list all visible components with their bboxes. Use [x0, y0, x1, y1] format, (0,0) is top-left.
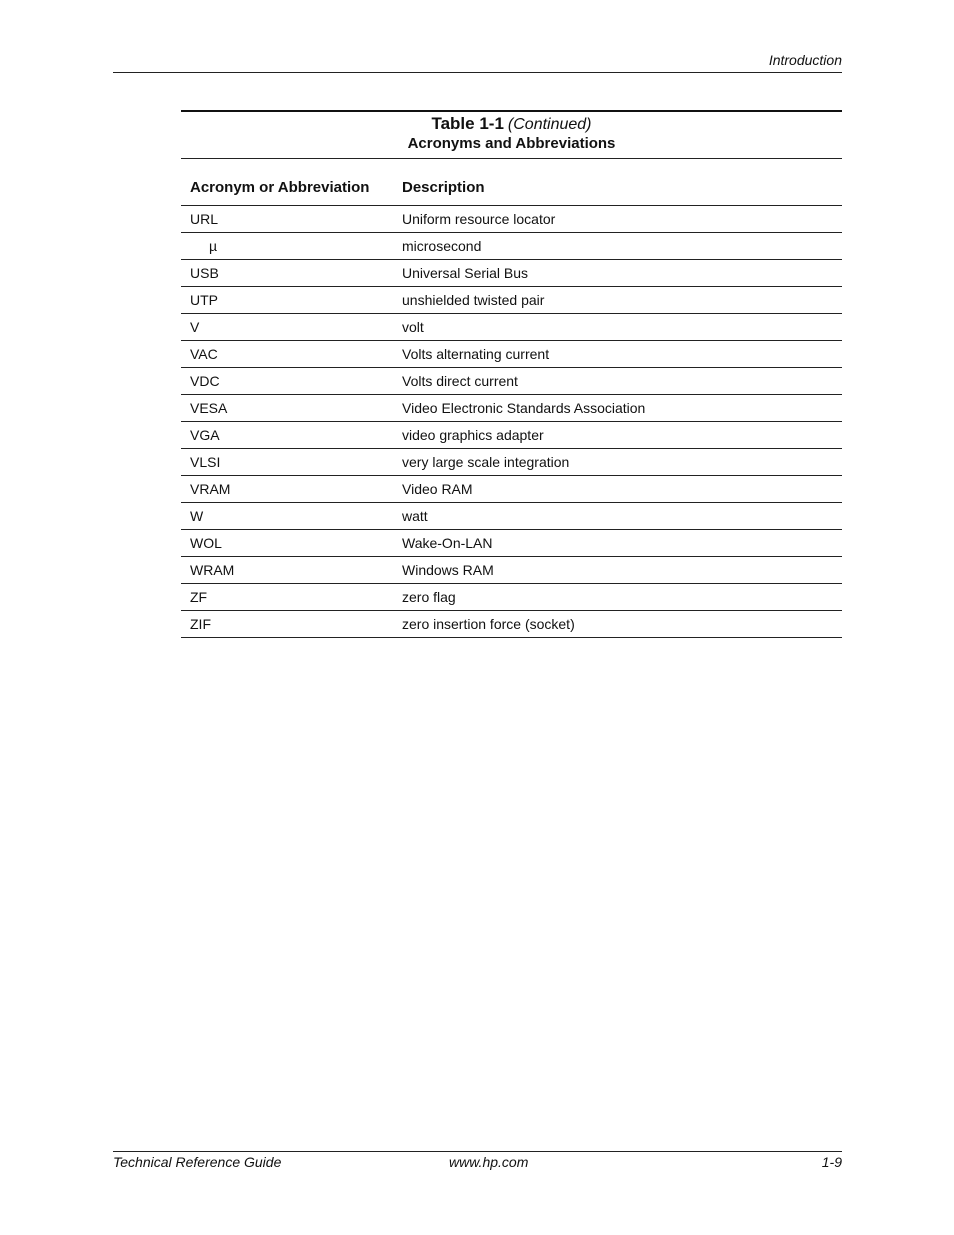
- acronym-cell: URL: [181, 206, 396, 233]
- acronym-cell: VAC: [181, 341, 396, 368]
- table-row: [181, 584, 842, 611]
- description-cell: Volts alternating current: [396, 341, 842, 368]
- table-row: [181, 206, 842, 233]
- acronym-cell: WOL: [181, 530, 396, 557]
- footer-page-number: 1-9: [821, 1154, 842, 1170]
- table-row: [181, 530, 842, 557]
- footer-website: www.hp.com: [449, 1154, 529, 1170]
- table-row: [181, 395, 842, 422]
- acronym-cell: VGA: [181, 422, 396, 449]
- table-row: [181, 449, 842, 476]
- table-row: [181, 476, 842, 503]
- description-cell: Uniform resource locator: [396, 206, 842, 233]
- table-row: [181, 341, 842, 368]
- acronym-cell: VESA: [181, 395, 396, 422]
- description-cell: unshielded twisted pair: [396, 287, 842, 314]
- description-cell: volt: [396, 314, 842, 341]
- acronym-cell: V: [181, 314, 396, 341]
- acronym-cell: ZIF: [181, 611, 396, 638]
- table-row: [181, 368, 842, 395]
- acronym-cell: VRAM: [181, 476, 396, 503]
- acronym-cell: WRAM: [181, 557, 396, 584]
- table-row: [181, 260, 842, 287]
- footer-document-title: Technical Reference Guide: [113, 1154, 282, 1170]
- acronym-cell: UTP: [181, 287, 396, 314]
- table-row: [181, 422, 842, 449]
- table-row: [181, 287, 842, 314]
- table-header-row: [181, 159, 842, 206]
- description-cell: microsecond: [396, 233, 842, 260]
- column-header-acronym: Acronym or Abbreviation: [181, 159, 396, 206]
- acronym-table-block: [181, 110, 842, 638]
- table-row: [181, 503, 842, 530]
- acronym-cell: ZF: [181, 584, 396, 611]
- description-cell: watt: [396, 503, 842, 530]
- table-continued-label: (Continued): [507, 116, 592, 133]
- description-cell: zero insertion force (socket): [396, 611, 842, 638]
- description-cell: video graphics adapter: [396, 422, 842, 449]
- description-cell: very large scale integration: [396, 449, 842, 476]
- table-row: [181, 611, 842, 638]
- acronym-cell: µ: [181, 233, 396, 260]
- table-row: [181, 314, 842, 341]
- table-title: Acronyms and Abbreviations: [407, 135, 616, 152]
- description-cell: Windows RAM: [396, 557, 842, 584]
- description-cell: Video Electronic Standards Association: [396, 395, 842, 422]
- acronym-cell: VDC: [181, 368, 396, 395]
- table-row: [181, 557, 842, 584]
- acronym-cell: USB: [181, 260, 396, 287]
- running-header: [113, 50, 842, 73]
- section-title: Introduction: [768, 52, 842, 68]
- acronym-table: [181, 159, 842, 638]
- description-cell: zero flag: [396, 584, 842, 611]
- column-header-description: Description: [396, 159, 842, 206]
- table-row: [181, 233, 842, 260]
- description-cell: Video RAM: [396, 476, 842, 503]
- acronym-cell: W: [181, 503, 396, 530]
- table-caption: [181, 112, 842, 159]
- description-cell: Universal Serial Bus: [396, 260, 842, 287]
- table-number: Table 1-1: [431, 114, 504, 133]
- description-cell: Volts direct current: [396, 368, 842, 395]
- acronym-cell: VLSI: [181, 449, 396, 476]
- page-footer: [113, 1151, 842, 1176]
- description-cell: Wake-On-LAN: [396, 530, 842, 557]
